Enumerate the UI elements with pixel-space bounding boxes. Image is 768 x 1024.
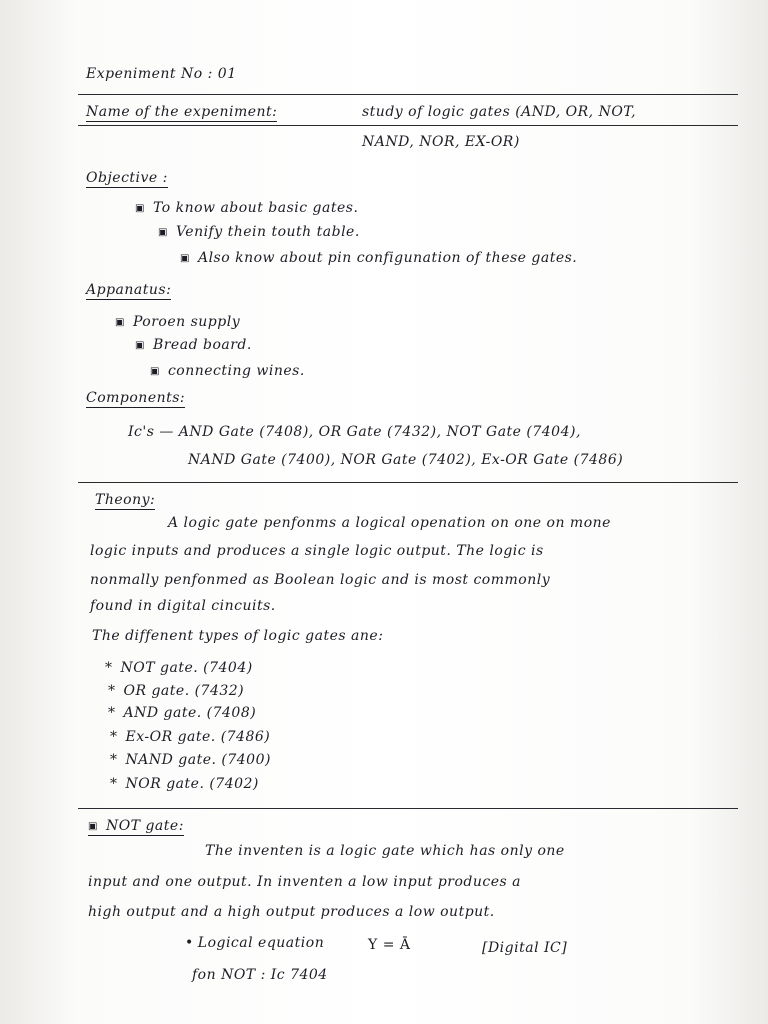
theory-paragraph-line: found in digital cincuits. bbox=[90, 598, 276, 614]
logical-equation-label: • Logical equation bbox=[185, 935, 324, 951]
components-line1: Ic's — AND Gate (7408), OR Gate (7432), NOT Gate (7404), bbox=[128, 424, 581, 440]
apparatus-item: ▣ connecting wines. bbox=[150, 363, 305, 379]
theory-heading: Theony: bbox=[95, 492, 156, 508]
logical-equation-value: Y = Ā bbox=[368, 937, 411, 953]
not-gate-heading: ▣ NOT gate: bbox=[88, 818, 184, 836]
gate-type-item: * Ex-OR gate. (7486) bbox=[110, 729, 270, 745]
logic-gate-types-intro: The diffenent types of logic gates ane: bbox=[92, 628, 384, 644]
apparatus-item: ▣ Poroen supply bbox=[115, 314, 240, 330]
not-gate-ic-line: fon NOT : Ic 7404 bbox=[192, 967, 328, 983]
top-rule bbox=[78, 94, 738, 95]
theory-paragraph-line: nonmally penfonmed as Boolean logic and is most commonly bbox=[90, 572, 551, 588]
objective-item: ▣ To know about basic gates. bbox=[135, 200, 358, 216]
gate-type-item: * NOT gate. (7404) bbox=[105, 660, 253, 676]
objective-heading: Objective : bbox=[86, 170, 168, 186]
components-heading: Components: bbox=[86, 390, 186, 406]
objective-item: ▣ Also know about pin configunation of these gates. bbox=[180, 250, 577, 266]
experiment-number: Expeniment No : 01 bbox=[86, 66, 237, 82]
objective-item: ▣ Venify thein touth table. bbox=[158, 224, 360, 240]
experiment-name-line1: study of logic gates (AND, OR, NOT, bbox=[362, 104, 637, 120]
experiment-name-line2: NAND, NOR, EX-OR) bbox=[362, 134, 520, 150]
not-gate-paragraph-line: high output and a high output produces a low output. bbox=[88, 904, 495, 920]
theory-paragraph-line: A logic gate penfonms a logical openation on one on mone bbox=[168, 515, 611, 531]
gate-type-item: * NOR gate. (7402) bbox=[110, 776, 259, 792]
gate-type-item: * NAND gate. (7400) bbox=[110, 752, 271, 768]
rule-under-title bbox=[78, 125, 738, 126]
apparatus-item: ▣ Bread board. bbox=[135, 337, 252, 353]
theory-paragraph-line: logic inputs and produces a single logic output. The logic is bbox=[90, 543, 544, 559]
experiment-name-label: Name of the expeniment: bbox=[86, 104, 278, 120]
rule-above-theory bbox=[78, 482, 738, 483]
gate-type-item: * AND gate. (7408) bbox=[108, 705, 256, 721]
digital-ic-reference: [Digital IC] bbox=[482, 940, 568, 956]
gate-type-item: * OR gate. (7432) bbox=[108, 683, 244, 699]
components-line2: NAND Gate (7400), NOR Gate (7402), Ex-OR Gate (7486) bbox=[188, 452, 624, 468]
not-gate-paragraph-line: The inventen is a logic gate which has only one bbox=[205, 843, 565, 859]
rule-above-not-gate bbox=[78, 808, 738, 809]
apparatus-heading: Appanatus: bbox=[86, 282, 172, 298]
not-gate-paragraph-line: input and one output. In inventen a low input produces a bbox=[88, 874, 522, 890]
